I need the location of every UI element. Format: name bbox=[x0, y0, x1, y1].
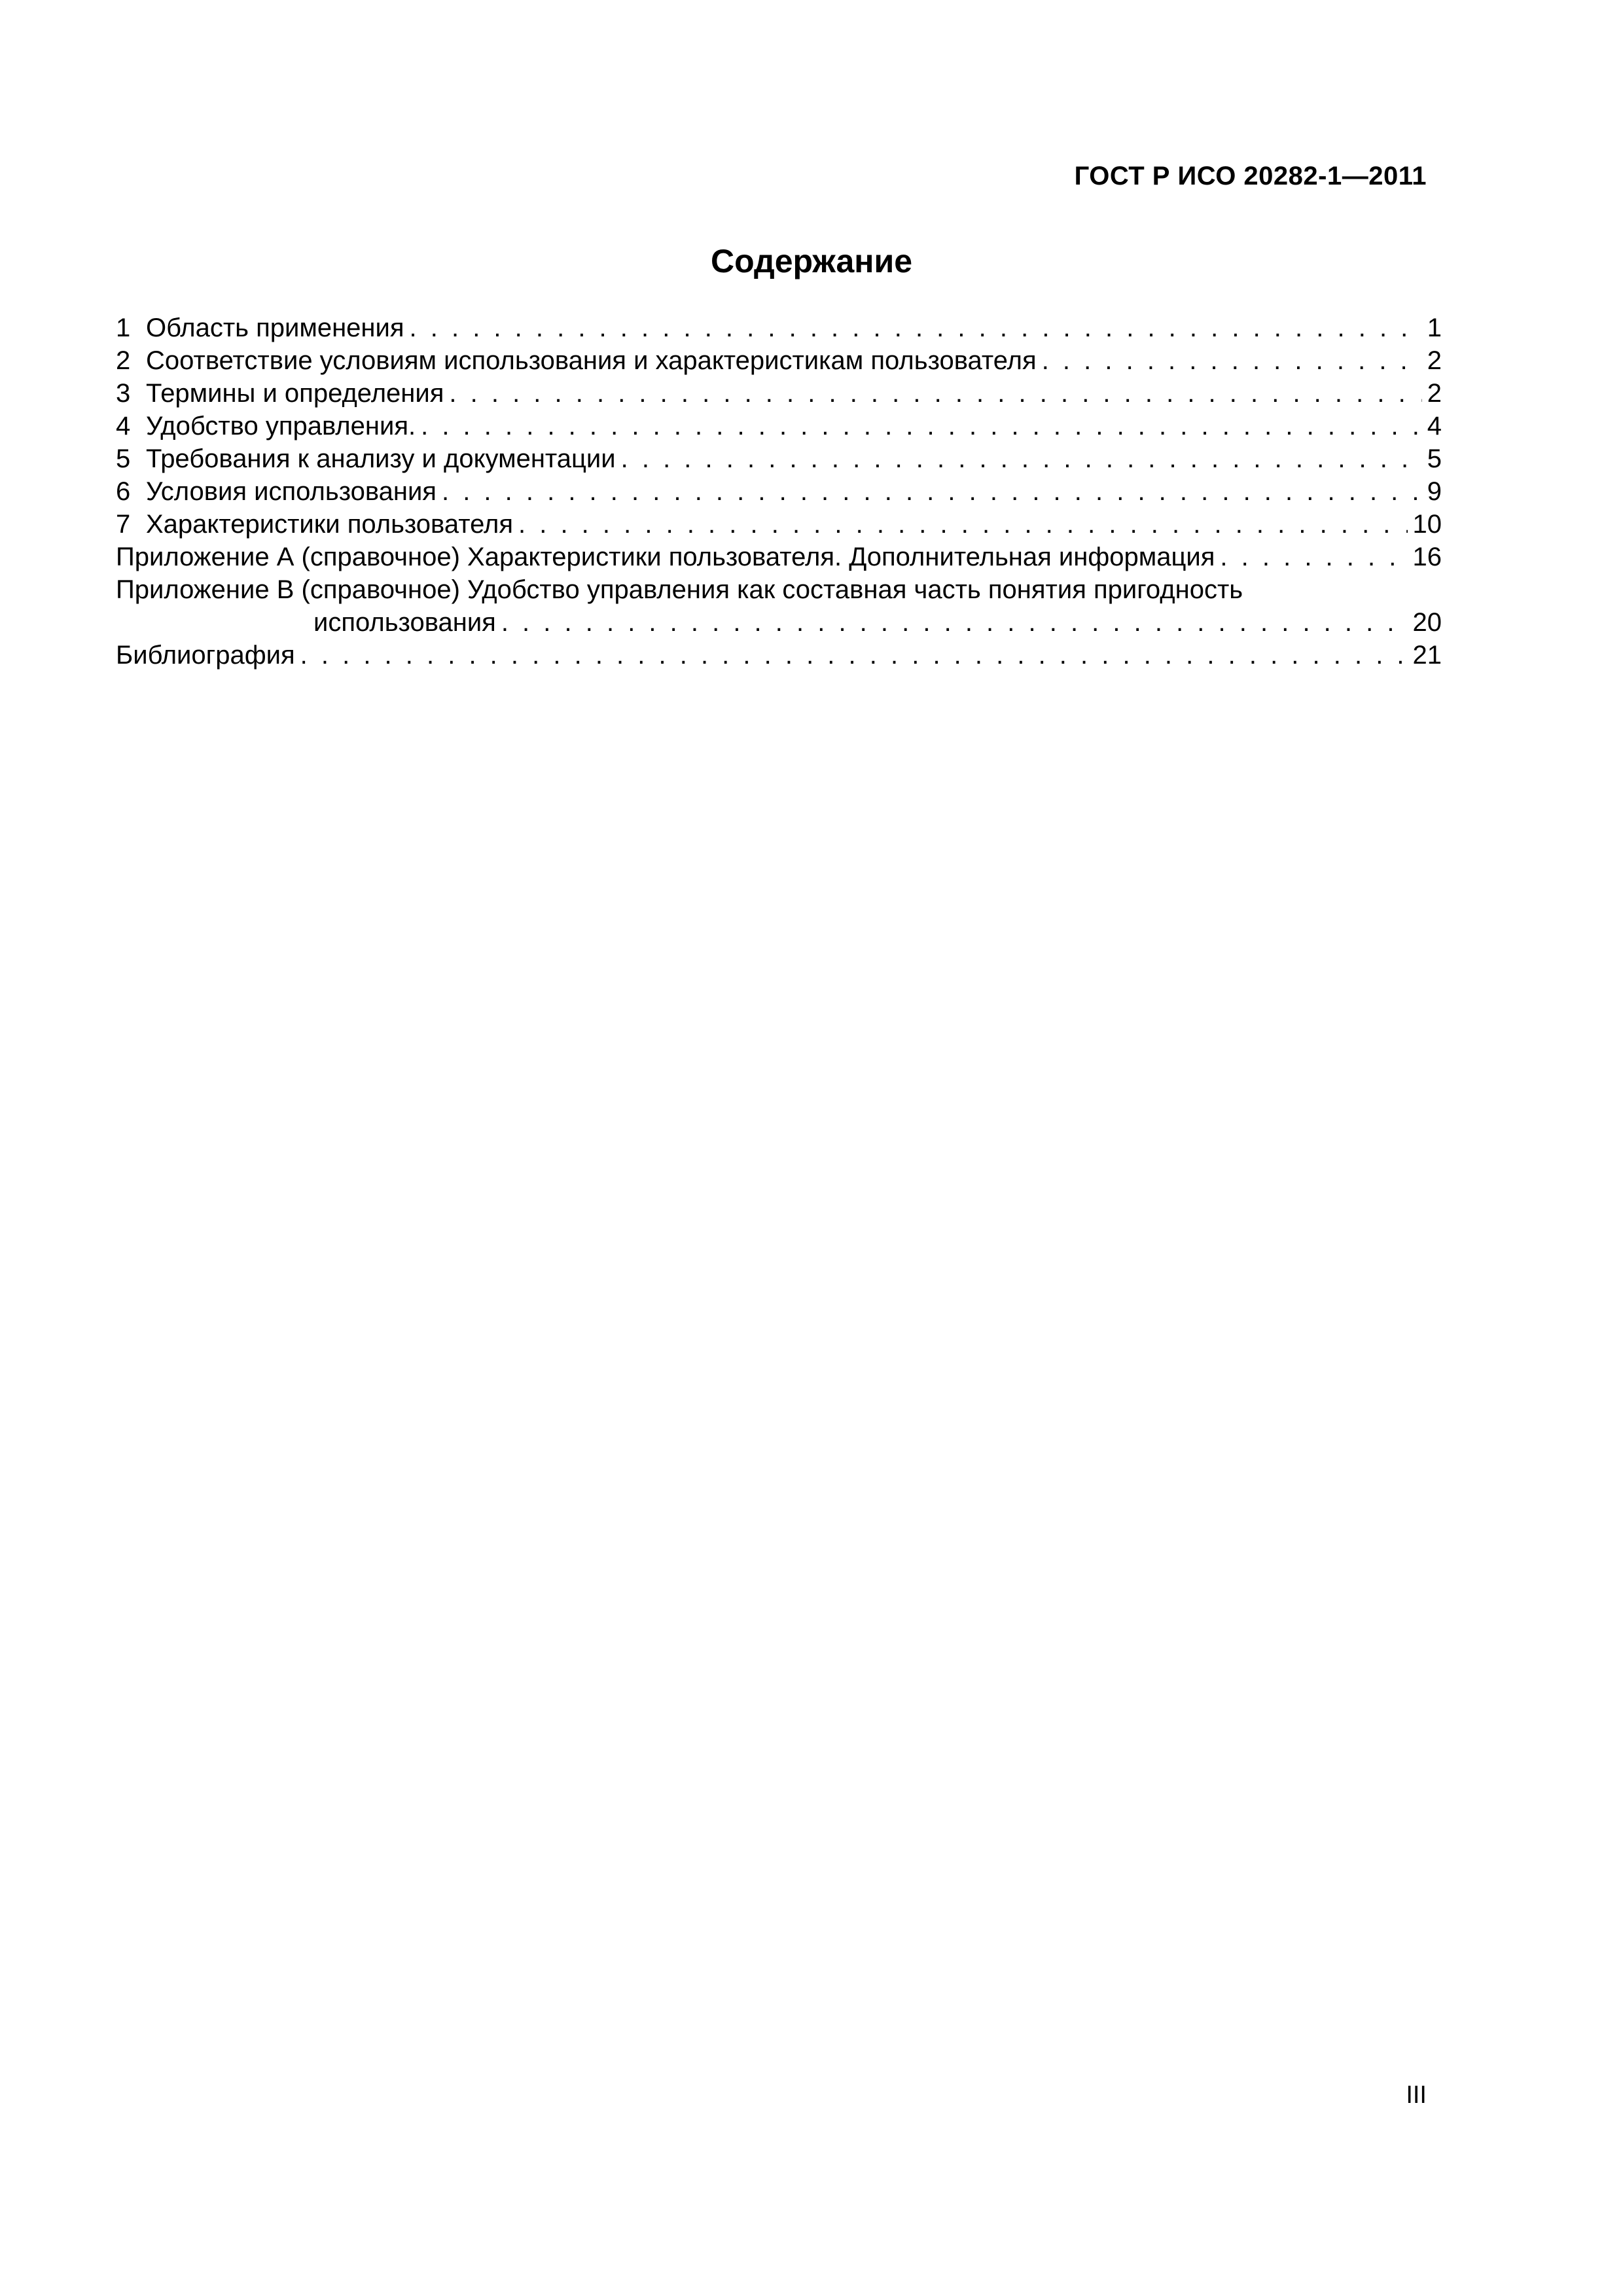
toc-entry[interactable] bbox=[116, 410, 1442, 442]
dot-leader bbox=[442, 475, 1422, 508]
dot-leader bbox=[1220, 541, 1407, 573]
toc-entry-number: 3 bbox=[116, 379, 131, 408]
toc-entry-title: Термины и определения bbox=[146, 379, 444, 408]
dot-leader bbox=[300, 639, 1408, 672]
toc-entry[interactable] bbox=[116, 377, 1442, 410]
toc-entry-title: Удобство управления. bbox=[146, 412, 416, 440]
toc-entry-title: Библиография bbox=[116, 641, 295, 670]
toc-entry[interactable] bbox=[116, 442, 1442, 475]
toc-entry-title: Требования к анализу и документации bbox=[146, 444, 616, 473]
toc-entry-page: 9 bbox=[1427, 477, 1442, 506]
toc-entry-label bbox=[116, 344, 1037, 377]
toc-entry[interactable] bbox=[116, 475, 1442, 508]
dot-leader bbox=[449, 377, 1421, 410]
document-code: ГОСТ Р ИСО 20282-1—2011 bbox=[1074, 162, 1427, 190]
toc-entry[interactable] bbox=[116, 639, 1442, 672]
page-title: Содержание bbox=[710, 243, 913, 279]
dot-leader bbox=[1042, 344, 1422, 377]
page-number: III bbox=[1406, 2081, 1427, 2109]
toc-entry[interactable] bbox=[116, 344, 1442, 377]
toc-entry-page: 2 bbox=[1427, 379, 1442, 408]
toc-entry-number: 7 bbox=[116, 510, 131, 539]
toc-entry-title-continuation: использования bbox=[313, 608, 496, 637]
toc-entry-number: 2 bbox=[116, 346, 131, 375]
toc-entry-label bbox=[116, 377, 444, 410]
toc-entry[interactable] bbox=[116, 541, 1442, 573]
dot-leader bbox=[518, 508, 1408, 541]
toc-entry-label bbox=[116, 312, 404, 344]
dot-leader bbox=[621, 442, 1422, 475]
toc-entry-page: 2 bbox=[1427, 346, 1442, 375]
toc-entry-page: 20 bbox=[1412, 608, 1442, 637]
dot-leader bbox=[501, 606, 1408, 639]
toc-entry-number: 6 bbox=[116, 477, 131, 506]
toc-entry-label bbox=[116, 508, 513, 541]
table-of-contents bbox=[116, 312, 1442, 672]
toc-entry-page: 10 bbox=[1412, 510, 1442, 539]
toc-entry-page: 5 bbox=[1427, 444, 1442, 473]
toc-entry[interactable] bbox=[116, 508, 1442, 541]
toc-entry-number: 5 bbox=[116, 444, 131, 473]
toc-entry-title: Приложение А (справочное) Характеристики пользователя. Дополнительная информация bbox=[116, 543, 1215, 571]
toc-entry-title: Область применения bbox=[146, 314, 404, 342]
toc-entry-label bbox=[116, 442, 616, 475]
toc-entry[interactable] bbox=[116, 573, 1442, 606]
dot-leader bbox=[421, 410, 1422, 442]
toc-entry[interactable] bbox=[116, 312, 1442, 344]
dot-leader bbox=[410, 312, 1422, 344]
toc-entry-title: Характеристики пользователя bbox=[146, 510, 513, 539]
toc-entry-title: Приложение В (справочное) Удобство управления как составная часть понятия пригодность bbox=[116, 575, 1243, 604]
toc-entry-number: 1 bbox=[116, 314, 131, 342]
toc-entry-page: 16 bbox=[1412, 543, 1442, 571]
toc-entry-page: 21 bbox=[1412, 641, 1442, 670]
toc-entry-page: 4 bbox=[1427, 412, 1442, 440]
toc-entry-page: 1 bbox=[1427, 314, 1442, 342]
toc-entry-continuation[interactable] bbox=[116, 606, 1442, 639]
toc-entry-label bbox=[116, 410, 416, 442]
toc-entry-number: 4 bbox=[116, 412, 131, 440]
toc-entry-title: Условия использования bbox=[146, 477, 437, 506]
toc-entry-title: Соответствие условиям использования и характеристикам пользователя bbox=[146, 346, 1037, 375]
toc-entry-label bbox=[116, 475, 437, 508]
